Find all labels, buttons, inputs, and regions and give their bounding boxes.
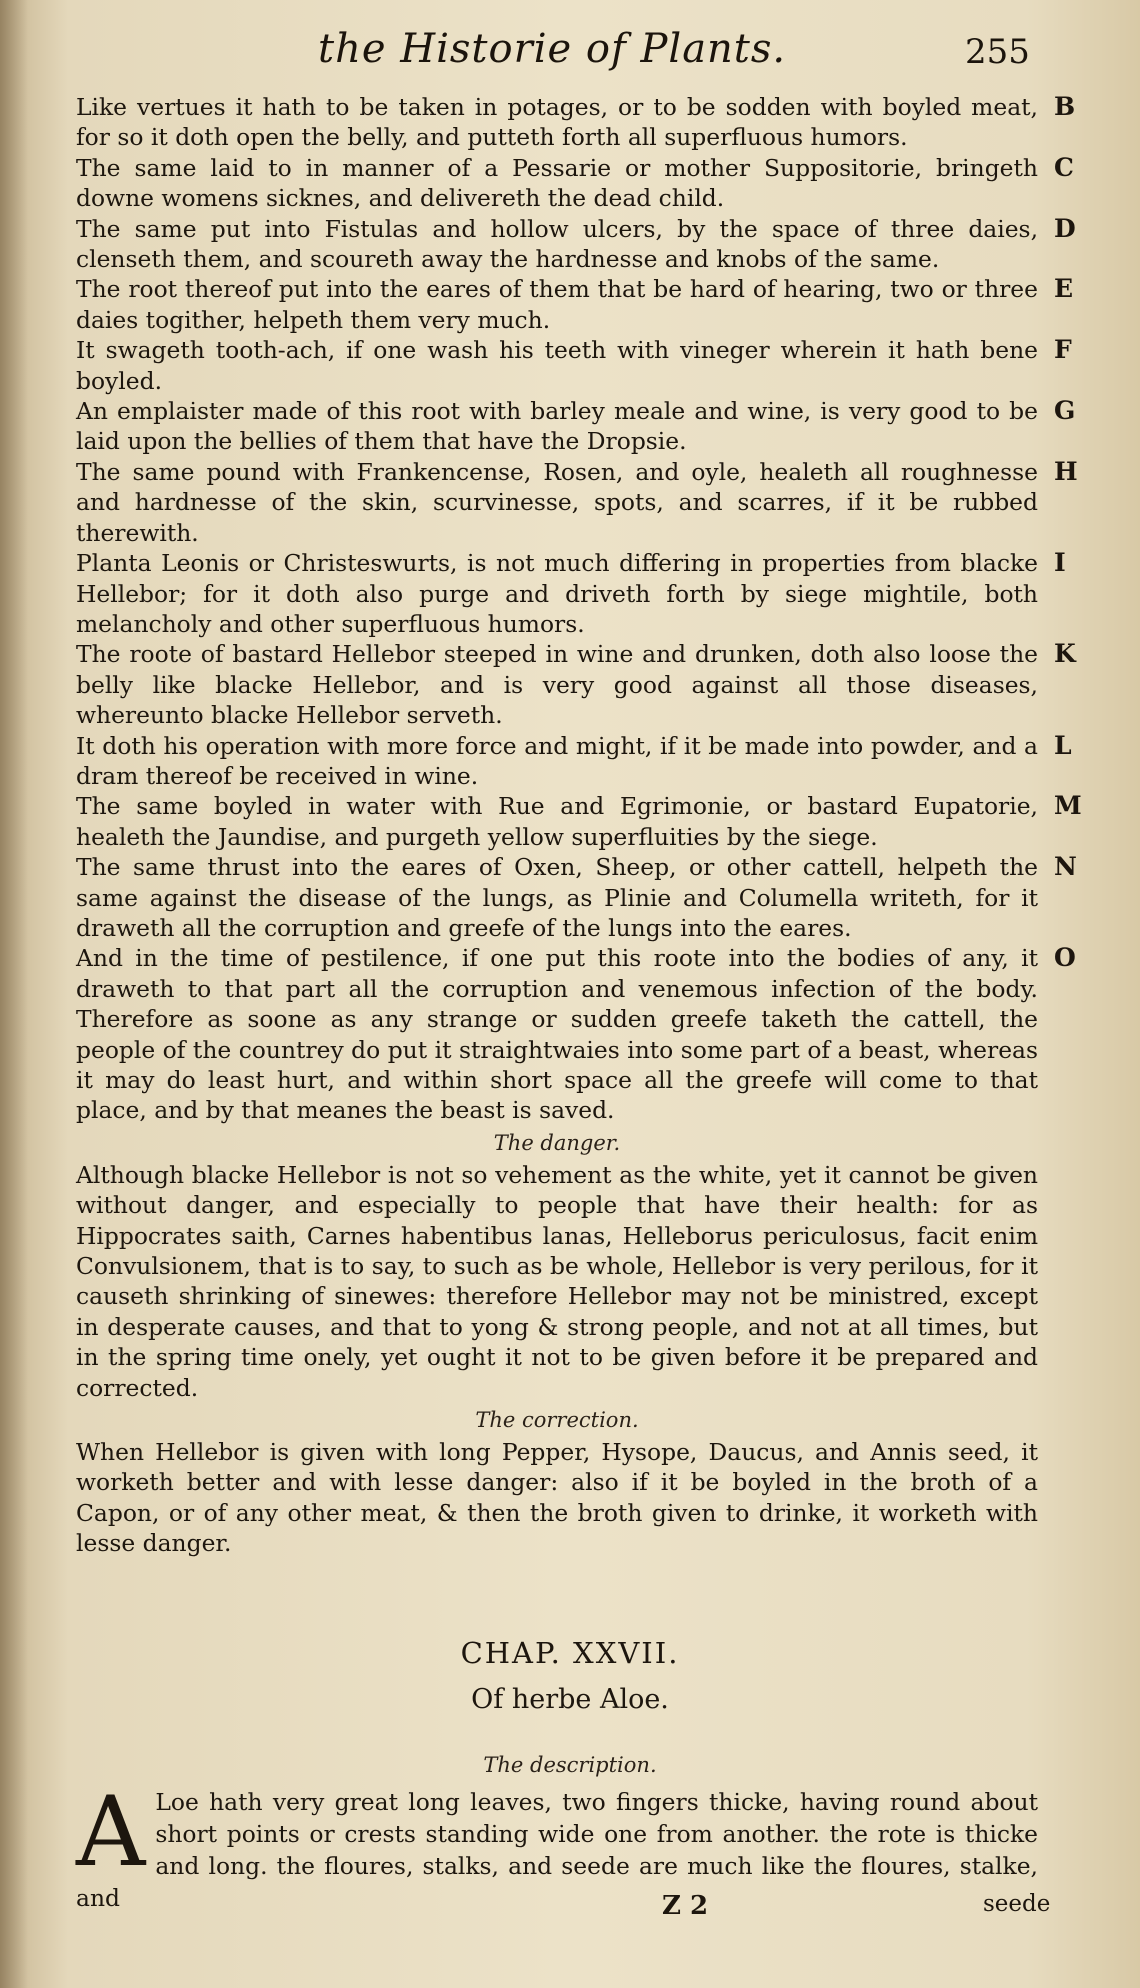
paragraph-text: It doth his operation with more force and might, if it be made into powder, and a dram thereof be received in wine. [76, 731, 1038, 790]
chapter-subtitle: Of herbe Aloe. [471, 1684, 669, 1715]
chapter-title: CHAP. XXVII. [460, 1636, 680, 1670]
correction-heading: The correction. [475, 1408, 639, 1433]
paragraph [76, 335, 1072, 396]
danger-paragraph: Although blacke Hellebor is not so vehement as the white, yet it cannot be given without danger, and especially to people that have their health: for as Hippocrates saith, Carnes habentibus lanas, Helleborus periculosus, facit enim Convulsionem, that is to say, to such as be whole, Hellebor is very perilous, for it causeth shrinking of sinewes: therefore Hellebor may not be ministred, except in desperate causes, and that to yong & strong people, and not at all times, but in the spring time onely, yet ought it not to be given before it be prepared and corrected. [76, 1160, 1038, 1402]
page-body [76, 92, 1082, 1559]
page-number: 255 [965, 32, 1030, 72]
paragraph-text: The roote of bastard Hellebor steeped in wine and drunken, doth also loose the belly like blacke Hellebor, and is very good against all those diseases, whereunto blacke Hellebor serveth. [76, 640, 1038, 730]
margin-letter-marker: B [1054, 92, 1076, 121]
paragraph-text: The root thereof put into the eares of them that be hard of hearing, two or three daies togither, helpeth them very much. [76, 275, 1038, 334]
paragraph [76, 92, 1076, 153]
paragraph-text: The same thrust into the eares of Oxen, Sheep, or other cattell, helpeth the same against the disease of the lungs, as Plinie and Columella writeth, for it draweth all the corruption and greefe of the lungs into the eares. [76, 853, 1038, 942]
margin-letter-marker: L [1054, 730, 1072, 760]
paragraph [76, 396, 1076, 457]
catchword: seede [983, 1891, 1051, 1917]
danger-heading: The danger. [493, 1130, 621, 1155]
margin-letter-marker: H [1054, 456, 1078, 486]
margin-letter-marker: D [1054, 213, 1076, 243]
paragraph [76, 152, 1074, 214]
running-title: the Historie of Plants. [318, 26, 787, 72]
paragraph-text: Like vertues it hath to be taken in potages, or to be sodden with boyled meat, for so it doth open the belly, and putteth forth all superfluous humors. [76, 93, 1038, 152]
paragraph [76, 639, 1076, 730]
paragraph [76, 213, 1076, 275]
margin-letter-marker: O [1054, 943, 1076, 973]
margin-letter-marker: G [1054, 396, 1076, 426]
description-heading: The description. [483, 1753, 657, 1777]
description-text: Loe hath very great long leaves, two fingers thicke, having round about short points or crests standing wide one from another. the rote is thicke and long. the floures, stalks, and seede are much like the floures, stalke, and [76, 1788, 1038, 1912]
paragraph [76, 943, 1076, 1125]
paragraph [76, 730, 1072, 792]
drop-cap: A [76, 1776, 146, 1888]
margin-letter-marker: E [1054, 274, 1074, 304]
margin-letter-marker: N [1054, 852, 1077, 882]
description-paragraph [76, 1776, 1038, 1914]
margin-letter-marker: K [1054, 639, 1076, 669]
margin-letter-marker: I [1054, 548, 1066, 578]
signature-mark: Z 2 [662, 1891, 709, 1921]
paragraph-text: Planta Leonis or Christeswurts, is not much differing in properties from blacke Hellebor; for it doth also purge and driveth forth by siege mightile, both melancholy and other superfluous humors. [76, 549, 1038, 638]
paragraph-text: An emplaister made of this root with barley meale and wine, is very good to be laid upon the bellies of them that have the Dropsie. [76, 397, 1038, 456]
paragraph-text: The same laid to in manner of a Pessarie or mother Suppositorie, bringeth downe womens sicknes, and delivereth the dead child. [76, 153, 1038, 213]
paragraph-text: It swageth tooth-ach, if one wash his teeth with vineger wherein it hath bene boyled. [76, 336, 1038, 395]
paragraph-text: The same put into Fistulas and hollow ulcers, by the space of three daies, clenseth them, and scoureth away the hardnesse and knobs of the same. [76, 214, 1038, 274]
paragraph [76, 852, 1077, 943]
paragraph [76, 791, 1082, 852]
margin-letter-marker: M [1054, 791, 1082, 821]
paragraph [76, 456, 1078, 548]
paragraph-text: And in the time of pestilence, if one put this roote into the bodies of any, it draweth to that part all the corruption and venemous infection of the body. Therefore as soone as any strange or sudden greefe taketh the cattell, the people of the countrey do put it straightwaies into some part of a beast, whereas it may do least hurt, and within short space all the greefe will come to that place, and by that meanes the beast is saved. [76, 944, 1038, 1125]
margin-letter-marker: F [1054, 335, 1072, 365]
paragraph-text: The same pound with Frankencense, Rosen, and oyle, healeth all roughnesse and hardnesse of the skin, scurvinesse, spots, and scarres, if it be rubbed therewith. [76, 457, 1038, 547]
paragraph [76, 548, 1066, 639]
virtues-paragraphs [76, 92, 1082, 1126]
paragraph [76, 274, 1074, 335]
paragraph-text: The same boyled in water with Rue and Egrimonie, or bastard Eupatorie, healeth the Jaundise, and purgeth yellow superfluities by the siege. [76, 792, 1038, 851]
correction-paragraph: When Hellebor is given with long Pepper, Hysope, Daucus, and Annis seed, it worketh better and with lesse danger: also if it be boyled in the broth of a Capon, or of any other meat, & then the broth given to drinke, it worketh with lesse danger. [76, 1438, 1038, 1558]
page-header [0, 22, 1140, 92]
margin-letter-marker: C [1054, 152, 1074, 182]
